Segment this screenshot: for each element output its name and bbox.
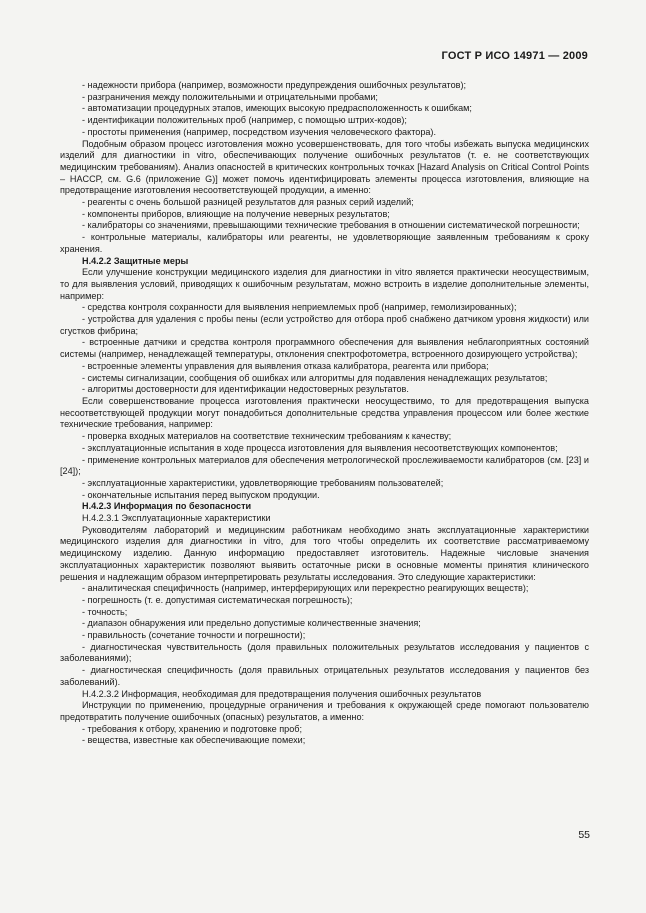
paragraph: - эксплуатационные испытания в ходе процесса изготовления для выявления несоответствующих компонентов; <box>82 442 558 453</box>
paragraph: - идентификации положительных проб (например, с помощью штрих-кодов); <box>82 115 407 126</box>
paragraph: Н.4.2.3.1 Эксплуатационные характеристики <box>82 513 271 524</box>
paragraph: - диапазон обнаружения или предельно допустимые количественные значения; <box>82 618 421 629</box>
paragraph: Инструкции по применению, процедурные ограничения и требования к окружающей среде помогают пользователю предотвратить получение ошибочных (опасных) результатов, а именно: <box>60 700 589 722</box>
paragraph: - встроенные датчики и средства контроля программного обеспечения для выявления неблагоприятных состояний системы (например, ненадлежащей температуры, отклонения спектрофотометра, встроенного дозирующего устройства); <box>60 337 589 360</box>
paragraph: - правильность (сочетание точности и погрешности); <box>82 630 306 641</box>
paragraph: - системы сигнализации, сообщения об ошибках или алгоритмы для подавления ненадлежащих результатов; <box>82 372 548 383</box>
paragraph: - эксплуатационные характеристики, удовлетворяющие требованиям пользователей; <box>82 477 444 488</box>
paragraph: - калибраторы со значениями, превышающими технические требования в отношении систематической погрешности; <box>82 220 580 231</box>
paragraph: Подобным образом процесс изготовления можно усовершенствовать, для того чтобы избежать выпуска медицинских изделий для диагностики in vitro, обеспечивающих получение ошибочных результатов (т. е. не соответствующих медицинским требованиям). Анализ опасностей в критических контрольных точках [Hazard Analysis on Critical Control Points – HACCP, см. G.6 (приложение G)] может помочь идентифицировать элементы процесса изготовления, влияющие на предотвращение изготовления несоответствующей продукции, а именно: <box>60 138 589 196</box>
paragraph: - автоматизации процедурных этапов, имеющих высокую предрасположенность к ошибкам; <box>82 103 472 114</box>
paragraph: - разграничения между положительными и отрицательными пробами; <box>82 91 378 102</box>
paragraph: - точность; <box>82 606 128 617</box>
section-heading: Н.4.2.3 Информация по безопасности <box>82 501 252 512</box>
paragraph: Н.4.2.3.2 Информация, необходимая для предотвращения получения ошибочных результатов <box>82 688 482 699</box>
paragraph: Если улучшение конструкции медицинского изделия для диагностики in vitro является практически неосуществимым, то для выявления условий, приводящих к ошибочным результатам, можно встроить в изделие дополнительные элементы, например: <box>60 267 589 301</box>
paragraph: - окончательные испытания перед выпуском продукции. <box>82 489 320 500</box>
paragraph: - диагностическая специфичность (доля правильных отрицательных результатов исследования у пациентов без заболеваний). <box>60 665 589 687</box>
paragraph: - встроенные элементы управления для выявления отказа калибратора, реагента или прибора; <box>82 360 489 371</box>
paragraph: - проверка входных материалов на соответствие техническим требованиям к качеству; <box>82 431 452 442</box>
page-number: 55 <box>578 829 590 841</box>
document-body <box>60 80 589 747</box>
paragraph: - устройства для удаления с пробы пены (если устройство для отбора проб снабжено датчиком уровня жидкости) или сгустков фибрина; <box>60 314 589 336</box>
paragraph: - диагностическая чувствительность (доля правильных положительных результатов исследования у пациентов с заболеваниями); <box>60 641 589 664</box>
document-header: ГОСТ Р ИСО 14971 — 2009 <box>441 50 588 62</box>
paragraph: - вещества, известные как обеспечивающие помехи; <box>82 735 306 746</box>
paragraph: - надежности прибора (например, возможности предупреждения ошибочных результатов); <box>82 80 467 90</box>
paragraph: - реагенты с очень большой разницей результатов для разных серий изделий; <box>82 197 414 208</box>
paragraph: - требования к отбору, хранению и подготовке проб; <box>82 723 303 734</box>
paragraph: - средства контроля сохранности для выявления неприемлемых проб (например, гемолизированных); <box>82 302 517 313</box>
paragraph: - аналитическая специфичность (например, интерферирующих или перекрестно реагирующих веществ); <box>82 583 529 594</box>
paragraph: Руководителям лабораторий и медицинским работникам необходимо знать эксплуатационные характеристики медицинского изделия для диагностики in vitro, для того чтобы определить их соответствие рассматриваемому медицинскому изделию. Данную информацию предоставляет изготовитель. Надежные числовые значения эксплуатационных характеристик позволяют выявить остаточные риски в основные моменты принятия клинического решения и надлежащим образом интерпретировать результаты исследования. Это следующие характеристики: <box>60 524 589 582</box>
paragraph: - погрешность (т. е. допустимая систематическая погрешность); <box>82 594 353 605</box>
paragraph: - алгоритмы достоверности для идентификации недостоверных результатов. <box>82 384 409 395</box>
paragraph: - контрольные материалы, калибраторы или реагенты, не удовлетворяющие заявленным требованиям к сроку хранения. <box>60 232 589 254</box>
section-heading: Н.4.2.2 Защитные меры <box>82 255 189 266</box>
paragraph: Если совершенствование процесса изготовления практически неосуществимо, то для предотвращения выпуска несоответствующей продукции могут понадобиться дополнительные средства управления процессом или более жесткие технические требования, например: <box>60 395 589 430</box>
paragraph: - простоты применения (например, посредством изучения человеческого фактора). <box>82 126 436 137</box>
paragraph: - компоненты приборов, влияющие на получение неверных результатов; <box>82 208 390 219</box>
paragraph: - применение контрольных материалов для обеспечения метрологической прослеживаемости калибраторов (см. [23] и [24]); <box>60 454 589 477</box>
